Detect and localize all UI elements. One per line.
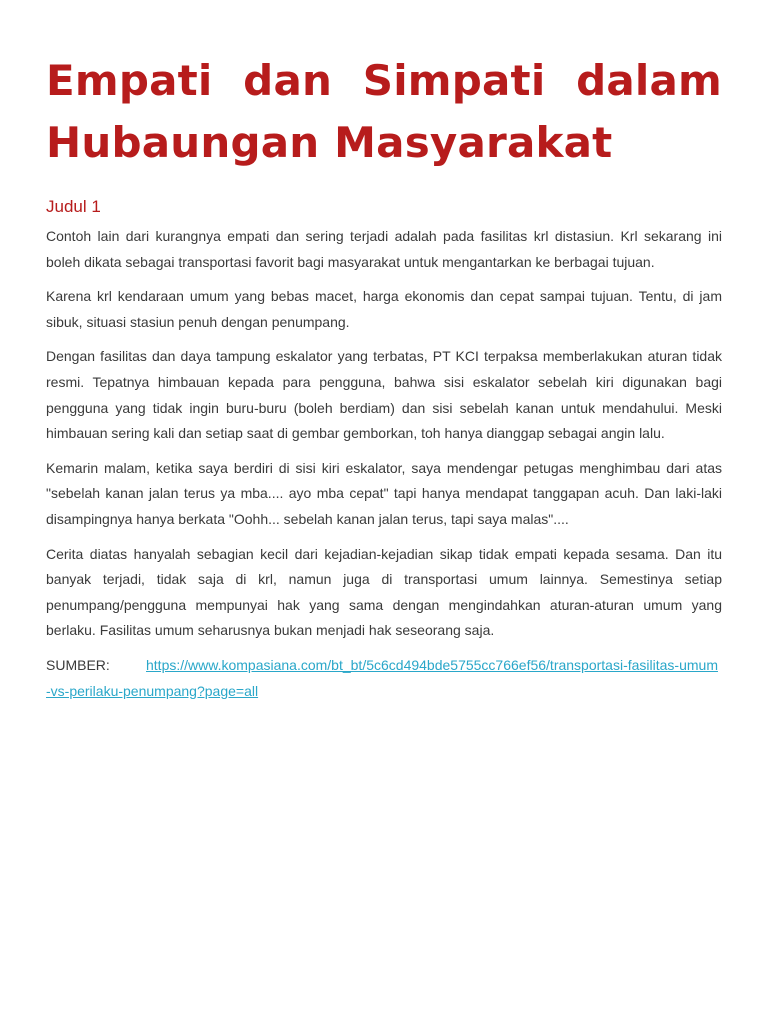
document-title [46,50,722,174]
section-heading: Judul 1 [46,197,101,216]
source-link[interactable]: https://www.kompasiana.com/bt_bt/5c6cd494bde5755cc766ef56/transportasi-fasilitas-umum-vs-perilaku-penumpang?page=all [46,656,718,699]
source-line [46,653,722,704]
document-page [46,50,722,704]
source-label: SUMBER: [46,656,110,673]
document-title-line-2: Hubaungan Masyarakat [46,118,613,167]
document-title-line-1: Empati dan Simpati dalam [46,56,722,105]
paragraph-3: Dengan fasilitas dan daya tampung eskalator yang terbatas, PT KCI terpaksa memberlakukan aturan tidak resmi. Tepatnya himbauan kepada para pengguna, bahwa sisi eskalator sebelah kiri digunakan bagi pengguna yang tidak ingin buru-buru (boleh berdiam) dan sisi sebelah kanan untuk mendahului. Meski himbauan sering kali dan setiap saat di gembar gemborkan, toh hanya dianggap sebagai angin lalu. [46,348,722,442]
paragraph-2: Karena krl kendaraan umum yang bebas macet, harga ekonomis dan cepat sampai tujuan. Tentu, di jam sibuk, situasi stasiun penuh dengan penumpang. [46,288,722,330]
paragraph-5: Cerita diatas hanyalah sebagian kecil dari kejadian-kejadian sikap tidak empati kepada sesama. Dan itu banyak terjadi, tidak saja di krl, namun juga di transportasi umum lainnya. Semestinya setiap penumpang/pengguna mempunyai hak yang sama dengan mengindahkan aturan-aturan umum yang berlaku. Fasilitas umum seharusnya bukan menjadi hak seseorang saja. [46,545,722,639]
paragraph-1: Contoh lain dari kurangnya empati dan sering terjadi adalah pada fasilitas krl distasiun. Krl sekarang ini boleh dikata sebagai transportasi favorit bagi masyarakat untuk mengantarkan ke berbagai tujuan. [46,228,722,270]
paragraph-4: Kemarin malam, ketika saya berdiri di sisi kiri eskalator, saya mendengar petugas menghimbau dari atas "sebelah kanan jalan terus ya mba.... ayo mba cepat" tapi hanya mendapat tanggapan acuh. Dan laki-laki disampingnya hanya berkata "Oohh... sebelah kanan jalan terus, tapi saya malas".... [46,459,722,527]
